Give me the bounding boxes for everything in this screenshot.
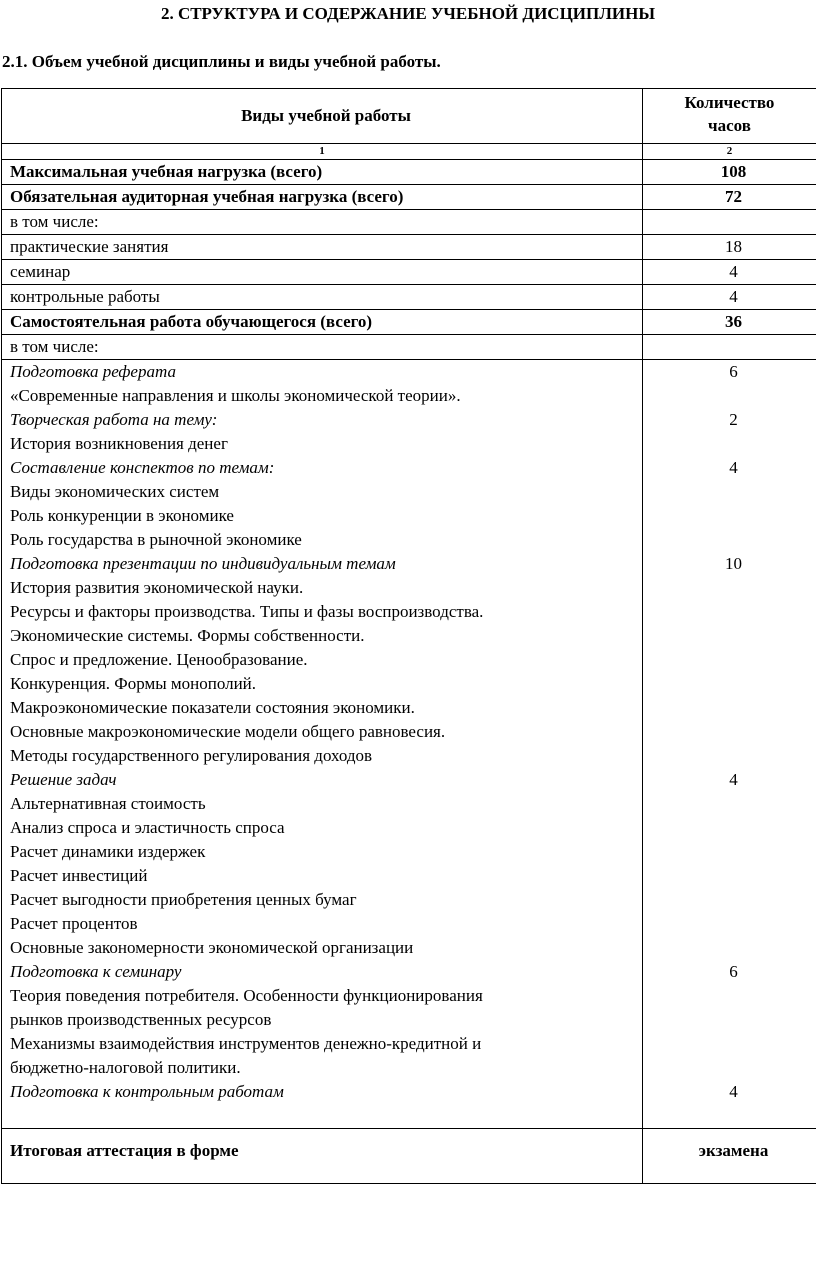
row-label: контрольные работы xyxy=(2,285,643,310)
table-header-row xyxy=(2,89,816,144)
column-number-2: 2 xyxy=(643,144,816,160)
row-label: Обязательная аудиторная учебная нагрузка (всего) xyxy=(2,185,643,210)
topic-line: Теория поведения потребителя. Особенности функционирования xyxy=(10,986,483,1005)
work-type-hours xyxy=(651,600,816,624)
header-work-types: Виды учебной работы xyxy=(2,89,643,144)
header-hours-line1: Количество xyxy=(684,93,775,112)
row-label: практические занятия xyxy=(2,235,643,260)
topic-line: Основные закономерности экономической организации xyxy=(10,938,414,957)
topic-line: Анализ спроса и эластичность спроса xyxy=(10,818,285,837)
work-type-heading: Решение задач xyxy=(10,770,117,789)
topic-line: Методы государственного регулирования доходов xyxy=(10,746,373,765)
work-type-hours xyxy=(651,792,816,816)
header-hours xyxy=(643,89,816,144)
independent-work-hours xyxy=(643,360,816,1129)
table-row xyxy=(2,185,816,210)
topic-line: бюджетно-налоговой политики. xyxy=(10,1058,241,1077)
topic-line: Макроэкономические показатели состояния экономики. xyxy=(10,698,415,717)
topic-line: рынков производственных ресурсов xyxy=(10,1010,272,1029)
row-hours xyxy=(643,210,816,235)
work-type-heading: Подготовка к контрольным работам xyxy=(10,1082,284,1101)
topic-line: Виды экономических систем xyxy=(10,482,220,501)
work-type-hours xyxy=(651,888,816,912)
work-type-hours: 2 xyxy=(729,410,738,429)
topic-line: Конкуренция. Формы монополий. xyxy=(10,674,257,693)
table-row xyxy=(2,285,816,310)
work-type-hours xyxy=(651,504,816,528)
topic-line: Расчет выгодности приобретения ценных бумаг xyxy=(10,890,357,909)
work-type-hours xyxy=(651,936,816,960)
work-type-heading: Творческая работа на тему: xyxy=(10,410,218,429)
row-hours: 4 xyxy=(643,285,816,310)
topic-line: История возникновения денег xyxy=(10,434,228,453)
column-number-1: 1 xyxy=(2,144,643,160)
work-type-hours xyxy=(651,864,816,888)
row-label: семинар xyxy=(2,260,643,285)
row-hours: 36 xyxy=(643,310,816,335)
work-type-hours: 4 xyxy=(729,458,738,477)
work-type-hours: 4 xyxy=(729,1082,738,1101)
work-type-hours xyxy=(651,648,816,672)
independent-work-list xyxy=(2,360,643,1129)
row-hours: 4 xyxy=(643,260,816,285)
table-row xyxy=(2,210,816,235)
final-attestation-value: экзамена xyxy=(643,1129,816,1184)
topic-line: Основные макроэкономические модели общего равновесия. xyxy=(10,722,446,741)
work-type-hours xyxy=(651,816,816,840)
work-type-hours: 10 xyxy=(725,554,742,573)
header-hours-line2: часов xyxy=(708,116,751,135)
work-type-heading: Подготовка презентации по индивидуальным темам xyxy=(10,554,396,573)
topic-line: Расчет динамики издержек xyxy=(10,842,206,861)
topic-line: Расчет процентов xyxy=(10,914,138,933)
work-type-hours: 4 xyxy=(729,770,738,789)
topic-line: Альтернативная стоимость xyxy=(10,794,206,813)
work-type-hours xyxy=(651,432,816,456)
topic-line: Роль государства в рыночной экономике xyxy=(10,530,302,549)
row-label: в том числе: xyxy=(2,335,643,360)
work-type-heading: Составление конспектов по темам: xyxy=(10,458,275,477)
table-row xyxy=(2,160,816,185)
table-row xyxy=(2,310,816,335)
row-hours xyxy=(643,335,816,360)
topic-line: История развития экономической науки. xyxy=(10,578,304,597)
work-type-hours xyxy=(651,576,816,600)
work-type-hours xyxy=(651,984,816,1008)
topic-line: Расчет инвестиций xyxy=(10,866,148,885)
work-type-hours xyxy=(651,480,816,504)
work-type-hours xyxy=(651,528,816,552)
work-type-hours xyxy=(651,1032,816,1056)
work-type-hours xyxy=(651,912,816,936)
work-type-hours xyxy=(651,672,816,696)
table-row xyxy=(2,235,816,260)
workload-table xyxy=(1,88,816,1184)
topic-line: Экономические системы. Формы собственности. xyxy=(10,626,365,645)
topic-line: Роль конкуренции в экономике xyxy=(10,506,234,525)
row-label: Максимальная учебная нагрузка (всего) xyxy=(2,160,643,185)
topic-line: Механизмы взаимодействия инструментов денежно-кредитной и xyxy=(10,1034,482,1053)
row-label: в том числе: xyxy=(2,210,643,235)
spacer xyxy=(10,1104,642,1128)
work-type-hours xyxy=(651,696,816,720)
work-type-heading: Подготовка к семинару xyxy=(10,962,182,981)
row-label: Самостоятельная работа обучающегося (всего) xyxy=(2,310,643,335)
column-number-row xyxy=(2,144,816,160)
work-type-hours xyxy=(651,624,816,648)
final-attestation-label: Итоговая аттестация в форме xyxy=(2,1129,643,1184)
work-type-hours xyxy=(651,384,816,408)
table-row xyxy=(2,335,816,360)
section-title: 2. СТРУКТУРА И СОДЕРЖАНИЕ УЧЕБНОЙ ДИСЦИПЛИНЫ xyxy=(160,4,656,23)
subsection-title: 2.1. Объем учебной дисциплины и виды учебной работы. xyxy=(2,52,441,71)
work-type-hours xyxy=(651,840,816,864)
work-type-hours xyxy=(651,1056,816,1080)
work-type-hours xyxy=(651,744,816,768)
row-hours: 72 xyxy=(643,185,816,210)
row-hours: 108 xyxy=(643,160,816,185)
work-type-hours xyxy=(651,720,816,744)
work-type-hours: 6 xyxy=(729,962,738,981)
table-row xyxy=(2,260,816,285)
topic-line: Спрос и предложение. Ценообразование. xyxy=(10,650,308,669)
row-hours: 18 xyxy=(643,235,816,260)
topic-line: Ресурсы и факторы производства. Типы и фазы воспроизводства. xyxy=(10,602,484,621)
work-type-hours: 6 xyxy=(729,362,738,381)
independent-work-details-row xyxy=(2,360,816,1129)
topic-line: «Современные направления и школы экономической теории». xyxy=(10,386,461,405)
final-attestation-row xyxy=(2,1129,816,1184)
work-type-hours xyxy=(651,1008,816,1032)
work-type-heading: Подготовка реферата xyxy=(10,362,176,381)
